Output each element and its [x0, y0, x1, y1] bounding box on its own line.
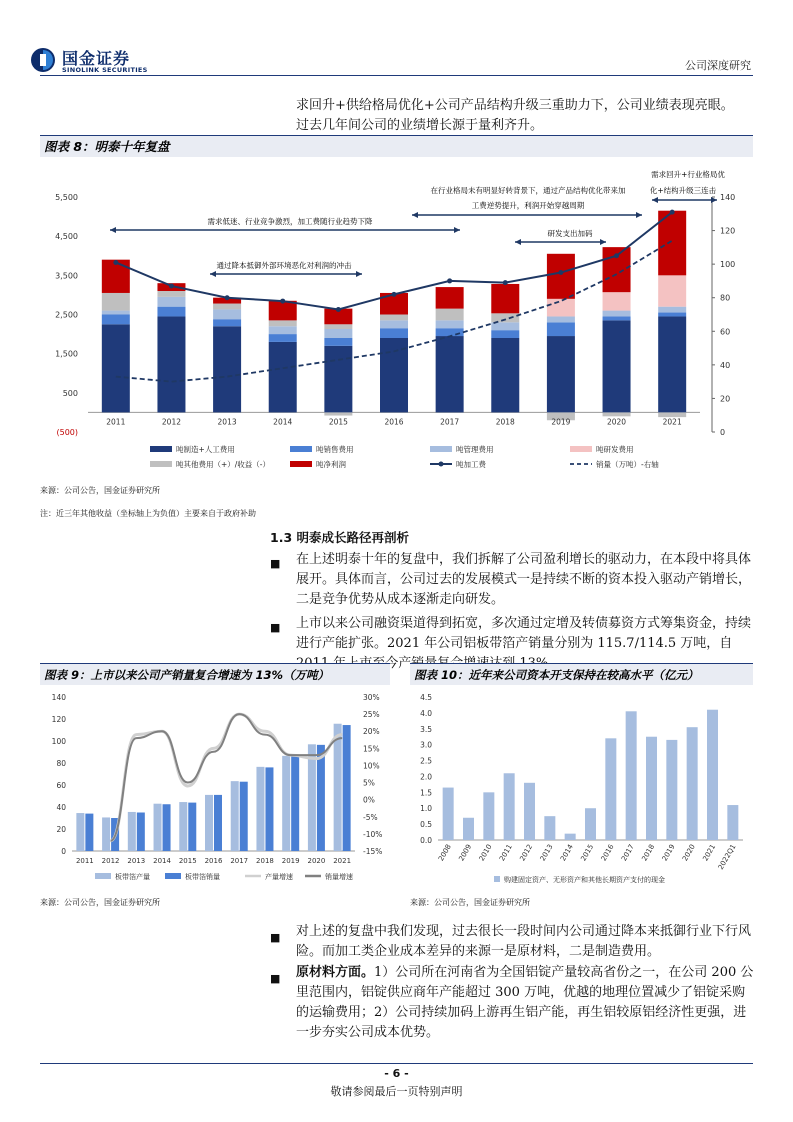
bar-sales	[163, 804, 171, 851]
bar-segment	[603, 316, 631, 320]
y-tick-right: 30%	[363, 693, 380, 702]
header-divider	[40, 75, 753, 76]
x-tick-label: 2019	[660, 843, 677, 863]
line-point	[503, 280, 508, 285]
y-tick-right: 140	[720, 193, 736, 202]
bar-segment	[658, 275, 686, 306]
y-tick-left: 40	[56, 803, 66, 812]
bar-production	[102, 817, 110, 851]
legend-swatch	[570, 446, 592, 452]
bar-segment	[547, 336, 575, 412]
legend-swatch	[95, 873, 111, 879]
bar-capex	[687, 727, 698, 840]
bar-segment	[102, 315, 130, 325]
bar-segment	[436, 336, 464, 412]
arrow-head	[412, 212, 418, 218]
y-tick-right: 0%	[363, 795, 375, 805]
y-tick-right: 100	[720, 260, 736, 270]
y-tick-left: 20	[56, 825, 66, 834]
bar-negative	[603, 412, 631, 416]
legend-label: 吨加工费	[456, 460, 486, 469]
legend-swatch	[430, 446, 452, 452]
line-point	[392, 292, 397, 297]
bar-segment	[658, 307, 686, 313]
bar-capex	[626, 711, 637, 840]
bar-segment	[603, 320, 631, 412]
fig9-chart	[40, 688, 390, 888]
x-tick-label: 2011	[498, 843, 514, 863]
x-tick-label: 2013	[217, 417, 237, 427]
y-tick-left: 2,500	[55, 310, 78, 320]
y-tick-right: 20%	[363, 727, 380, 737]
x-tick-label: 2013	[538, 843, 555, 863]
bar-sales	[188, 803, 196, 851]
bar-capex	[646, 737, 657, 840]
x-tick-label: 2019	[281, 857, 300, 865]
line-point	[614, 253, 619, 258]
x-tick-label: 2012	[161, 417, 182, 427]
line-point	[169, 283, 174, 288]
y-tick-right: 10%	[363, 761, 380, 771]
bar-production	[179, 802, 187, 851]
arrow-head	[636, 212, 642, 218]
y-tick: 2.5	[420, 756, 432, 766]
legend-label: 产量增速	[265, 873, 293, 881]
bar-segment	[491, 322, 519, 330]
y-tick-right: -15%	[363, 847, 383, 856]
line-point	[558, 270, 563, 275]
x-tick-label: 2012	[101, 857, 120, 865]
disclaimer: 敬请参阅最后一页特别声明	[330, 1085, 463, 1098]
annotation-text: 需求低迷、行业竞争激烈，加工费随行业趋势下降	[207, 217, 373, 226]
bar-capex	[585, 808, 596, 840]
bullet-icon: ■	[270, 931, 281, 944]
x-tick-label: 2009	[457, 843, 474, 863]
bar-capex	[443, 788, 454, 840]
bar-capex	[544, 816, 555, 840]
x-tick-label: 2017	[620, 843, 636, 863]
bullet-icon: ■	[270, 972, 281, 985]
bar-segment	[269, 334, 297, 342]
y-tick-left: 5,500	[55, 193, 78, 202]
x-tick-label: 2013	[127, 857, 146, 865]
bar-negative	[658, 412, 686, 417]
fig8-note: 注：近三年其他收益（坐标轴上为负值）主要来自于政府补助	[40, 509, 256, 518]
x-tick-label: 2012	[518, 843, 535, 863]
bar-production	[128, 812, 136, 851]
bar-segment	[436, 320, 464, 328]
legend-swatch	[439, 462, 444, 467]
arrow-head	[652, 197, 658, 203]
y-tick-left: 4,500	[55, 232, 78, 242]
bar-sales	[214, 795, 222, 851]
x-tick-label: 2015	[579, 843, 596, 863]
line-point	[447, 278, 452, 283]
bar-segment	[491, 313, 519, 322]
bar-segment	[102, 293, 130, 311]
bar-segment	[436, 309, 464, 321]
y-tick-right: 60	[720, 327, 731, 337]
y-tick-left: 80	[56, 759, 66, 768]
footer-divider	[40, 1063, 753, 1064]
legend-label: 吨制造+人工费用	[176, 445, 235, 454]
x-tick-label: 2011	[75, 857, 94, 865]
legend-swatch	[165, 873, 181, 879]
bar-production	[231, 781, 239, 851]
legend-label: 购建固定资产、无形资产和其他长期资产支付的现金	[504, 876, 665, 884]
arrow-head	[356, 271, 362, 277]
legend-label: 板带箔产量	[115, 873, 150, 881]
fig8-source: 来源：公司公告，国金证券研究所	[40, 486, 160, 495]
arrow-head	[454, 227, 460, 233]
y-tick-left: 0	[61, 847, 66, 856]
x-tick-label: 2020	[606, 417, 627, 427]
bar-capex	[707, 710, 718, 840]
annotation-text: 在行业格局未有明显好转背景下，通过产品结构优化带来加	[430, 186, 626, 195]
y-tick: 0.5	[420, 820, 432, 830]
bold-lead: 原材料方面。	[296, 965, 375, 980]
y-tick-right: -10%	[363, 829, 383, 839]
bar-sales	[265, 767, 273, 851]
bar-segment	[157, 291, 185, 297]
bar-segment	[157, 297, 185, 307]
bar-production	[154, 804, 162, 851]
y-tick-right: 0	[720, 428, 726, 437]
fig9-title: 图表 9：上市以来公司产销量复合增速为 13%（万吨）	[40, 663, 390, 685]
y-tick-left: 500	[62, 388, 78, 398]
bar-sales	[137, 813, 145, 852]
y-tick-right: 15%	[363, 744, 380, 754]
arrow-head	[515, 239, 521, 245]
x-tick-label: 2019	[551, 417, 571, 427]
bar-capex	[666, 740, 677, 840]
bar-production	[76, 813, 84, 851]
y-tick: 3.0	[420, 740, 432, 750]
logo-text: 国金证券	[62, 49, 131, 68]
bar-segment	[380, 320, 408, 328]
bar-capex	[565, 834, 576, 840]
x-tick-label: 2016	[204, 857, 223, 865]
annotation-text: 化+结构升级三连击	[649, 186, 717, 195]
line-point	[280, 299, 285, 304]
x-tick-label: 2008	[437, 843, 453, 863]
section-title: 1.3 明泰成长路径再剖析	[270, 530, 409, 545]
y-tick-right: 80	[720, 293, 731, 303]
y-tick-left: (500)	[56, 428, 78, 437]
bar-segment	[658, 316, 686, 412]
legend-label: 吨其他费用（+）/收益（-）	[176, 460, 271, 469]
legend-swatch	[150, 446, 172, 452]
y-tick: 3.5	[420, 724, 432, 734]
bar-segment	[491, 338, 519, 412]
y-tick-left: 60	[56, 781, 66, 790]
bar-segment	[380, 328, 408, 338]
bullet-icon: ■	[270, 621, 281, 634]
bar-segment	[324, 329, 352, 338]
section-bullet-1: 在上述明泰十年的复盘中，我们拆解了公司盈利增长的驱动力，在本段中将具体展开。具体而言，公司过去的发展模式一是持续不断的资本投入驱动产销增长，二是竞争优势从成本逐渐走向研发。	[296, 552, 752, 607]
intro-line-1: 求回升+供给格局优化+公司产品结构升级三重助力下，公司业绩表现亮眼。	[296, 98, 734, 113]
bar-segment	[436, 287, 464, 309]
legend-label: 销量增速	[325, 873, 353, 881]
legend-label: 板带箔销量	[185, 873, 220, 881]
bar-capex	[524, 783, 535, 840]
annotation-text: 通过降本抵御外部环境恶化对利润的冲击	[216, 261, 352, 270]
y-tick-left: 140	[51, 693, 66, 702]
annotation-text: 研发支出加码	[547, 229, 593, 238]
bar-segment	[269, 301, 297, 321]
bar-segment	[102, 324, 130, 412]
legend-label: 销量（万吨）-右轴	[596, 460, 659, 469]
y-tick: 0.0	[420, 836, 432, 845]
legend-label: 吨销售费用	[316, 445, 354, 454]
legend-swatch	[290, 461, 312, 467]
x-tick-label: 2020	[681, 843, 697, 863]
line-point	[113, 260, 118, 265]
logo-icon	[30, 47, 56, 73]
line-point	[670, 210, 675, 215]
bar-segment	[380, 315, 408, 321]
x-tick-label: 2016	[599, 843, 616, 863]
y-tick-right: 20	[720, 394, 731, 404]
fig8-chart	[40, 160, 753, 480]
x-tick-label: 2010	[477, 843, 494, 863]
bar-segment	[213, 326, 241, 412]
bar-segment	[324, 338, 352, 346]
bar-segment	[547, 316, 575, 322]
line-point	[336, 307, 341, 312]
y-tick-left: 100	[51, 737, 66, 746]
bullet-icon: ■	[270, 557, 281, 570]
bar-capex	[727, 805, 738, 840]
bar-production	[256, 767, 264, 851]
legend-swatch	[494, 876, 500, 882]
arrow-head	[711, 197, 717, 203]
y-tick: 2.0	[420, 772, 432, 782]
y-tick-right: -5%	[363, 812, 378, 822]
intro-line-2: 过去几年间公司的业绩增长源于量利齐升。	[296, 118, 544, 133]
x-tick-label: 2018	[256, 857, 274, 865]
section-bullet-2: 上市以来公司融资渠道得到拓宽，多次通过定增及转债募资方式筹集资金，持续进行产能扩张。2021 年公司铝板带箔产销量分别为 115.7/114.5 万吨，自	[296, 616, 752, 651]
fig8-title: 图表 8：明泰十年复盘	[40, 135, 753, 157]
bar-segment	[491, 330, 519, 338]
arrow-head	[600, 239, 606, 245]
fig10-source: 来源：公司公告，国金证券研究所	[410, 898, 530, 907]
x-tick-label: 2017	[440, 417, 460, 427]
bar-sales	[240, 782, 248, 851]
bar-production	[205, 795, 213, 851]
bar-segment	[491, 284, 519, 313]
legend-swatch	[150, 461, 172, 467]
line-point	[225, 295, 230, 300]
bar-segment	[658, 313, 686, 317]
y-tick: 1.0	[420, 804, 432, 814]
fig10-chart	[410, 688, 753, 888]
legend-swatch	[290, 446, 312, 452]
bottom-bullet-2: 原材料方面。1）公司所在河南省为全国铝锭产量较高省份之一，在公司 200 公里范围内，铝锭供应商年产能超过 300 万吨，优越的地理位置减少了铝锭采购的运输费用；2）公司持续加码上游再生铝产能，再生铝较原铝经济性更强，进一步夯实公司成本优势。	[296, 965, 754, 1040]
y-tick-left: 1,500	[55, 349, 78, 359]
bar-capex	[605, 738, 616, 840]
bar-capex	[463, 818, 474, 840]
bar-sales	[291, 756, 299, 851]
y-tick-right: 40	[720, 360, 731, 370]
y-tick: 1.5	[420, 788, 432, 798]
page-number: - 6 -	[384, 1067, 409, 1080]
bar-segment	[157, 307, 185, 317]
legend-label: 吨净利润	[316, 460, 346, 469]
arrow-head	[110, 227, 116, 233]
fig9-source: 来源：公司公告，国金证券研究所	[40, 898, 160, 907]
fig10-title: 图表 10：近年来公司资本开支保持在较高水平（亿元）	[410, 663, 753, 685]
bar-sales	[343, 725, 351, 851]
bar-segment	[157, 316, 185, 412]
bar-segment	[324, 324, 352, 329]
x-tick-label: 2015	[328, 417, 348, 427]
y-tick-left: 120	[51, 715, 66, 724]
x-tick-label: 2020	[307, 857, 326, 865]
y-tick-right: 25%	[363, 710, 380, 720]
bar-production	[308, 744, 316, 851]
annotation-text: 需求回升+行业格局优	[651, 170, 725, 179]
arrow-head	[210, 271, 216, 277]
y-tick: 4.0	[420, 708, 432, 718]
bar-segment	[269, 342, 297, 413]
x-tick-label: 2015	[178, 857, 197, 865]
bar-negative	[324, 412, 352, 415]
x-tick-label: 2014	[559, 843, 575, 863]
bar-segment	[547, 299, 575, 317]
bar-capex	[504, 773, 515, 840]
y-tick-right: 5%	[363, 778, 375, 788]
bar-segment	[547, 322, 575, 336]
bar-segment	[603, 311, 631, 317]
bar-sales	[85, 814, 93, 851]
bar-segment	[213, 309, 241, 319]
x-tick-label: 2021	[701, 843, 718, 863]
bar-segment	[213, 319, 241, 326]
bar-segment	[603, 292, 631, 310]
bar-segment	[269, 320, 297, 326]
x-tick-label: 2018	[640, 843, 657, 863]
bar-segment	[102, 311, 130, 315]
bar-segment	[547, 254, 575, 299]
x-tick-label: 2016	[384, 417, 404, 427]
legend-label: 吨研发费用	[596, 445, 634, 454]
x-tick-label: 2011	[106, 417, 126, 427]
logo-subtext: SINOLINK SECURITIES	[62, 66, 148, 74]
x-tick-label: 2017	[230, 857, 249, 865]
bar-production	[334, 724, 342, 851]
x-tick-label: 2022Q1	[716, 843, 738, 872]
x-tick-label: 2021	[662, 417, 682, 427]
y-tick-left: 3,500	[55, 271, 78, 281]
doc-type: 公司深度研究	[685, 59, 751, 72]
bar-capex	[483, 792, 494, 840]
bar-segment	[213, 304, 241, 310]
x-tick-label: 2014	[153, 857, 171, 865]
x-tick-label: 2021	[333, 857, 352, 865]
x-tick-label: 2018	[495, 417, 515, 427]
bottom-bullet-1: 对上述的复盘中我们发现，过去很长一段时间内公司通过降本来抵御行业下行风险。而加工类企业成本差异的来源一是原材料，二是制造费用。	[296, 924, 752, 959]
x-tick-label: 2014	[273, 417, 293, 427]
bar-segment	[269, 326, 297, 334]
bar-segment	[324, 346, 352, 413]
bar-production	[282, 756, 290, 851]
y-tick: 4.5	[420, 693, 432, 702]
annotation-text: 工费逆势提升，利润开始穿越周期	[471, 201, 585, 210]
y-tick-right: 120	[720, 226, 736, 236]
legend-label: 吨管理费用	[456, 445, 494, 454]
bar-sales	[317, 745, 325, 851]
bar-segment	[436, 328, 464, 336]
